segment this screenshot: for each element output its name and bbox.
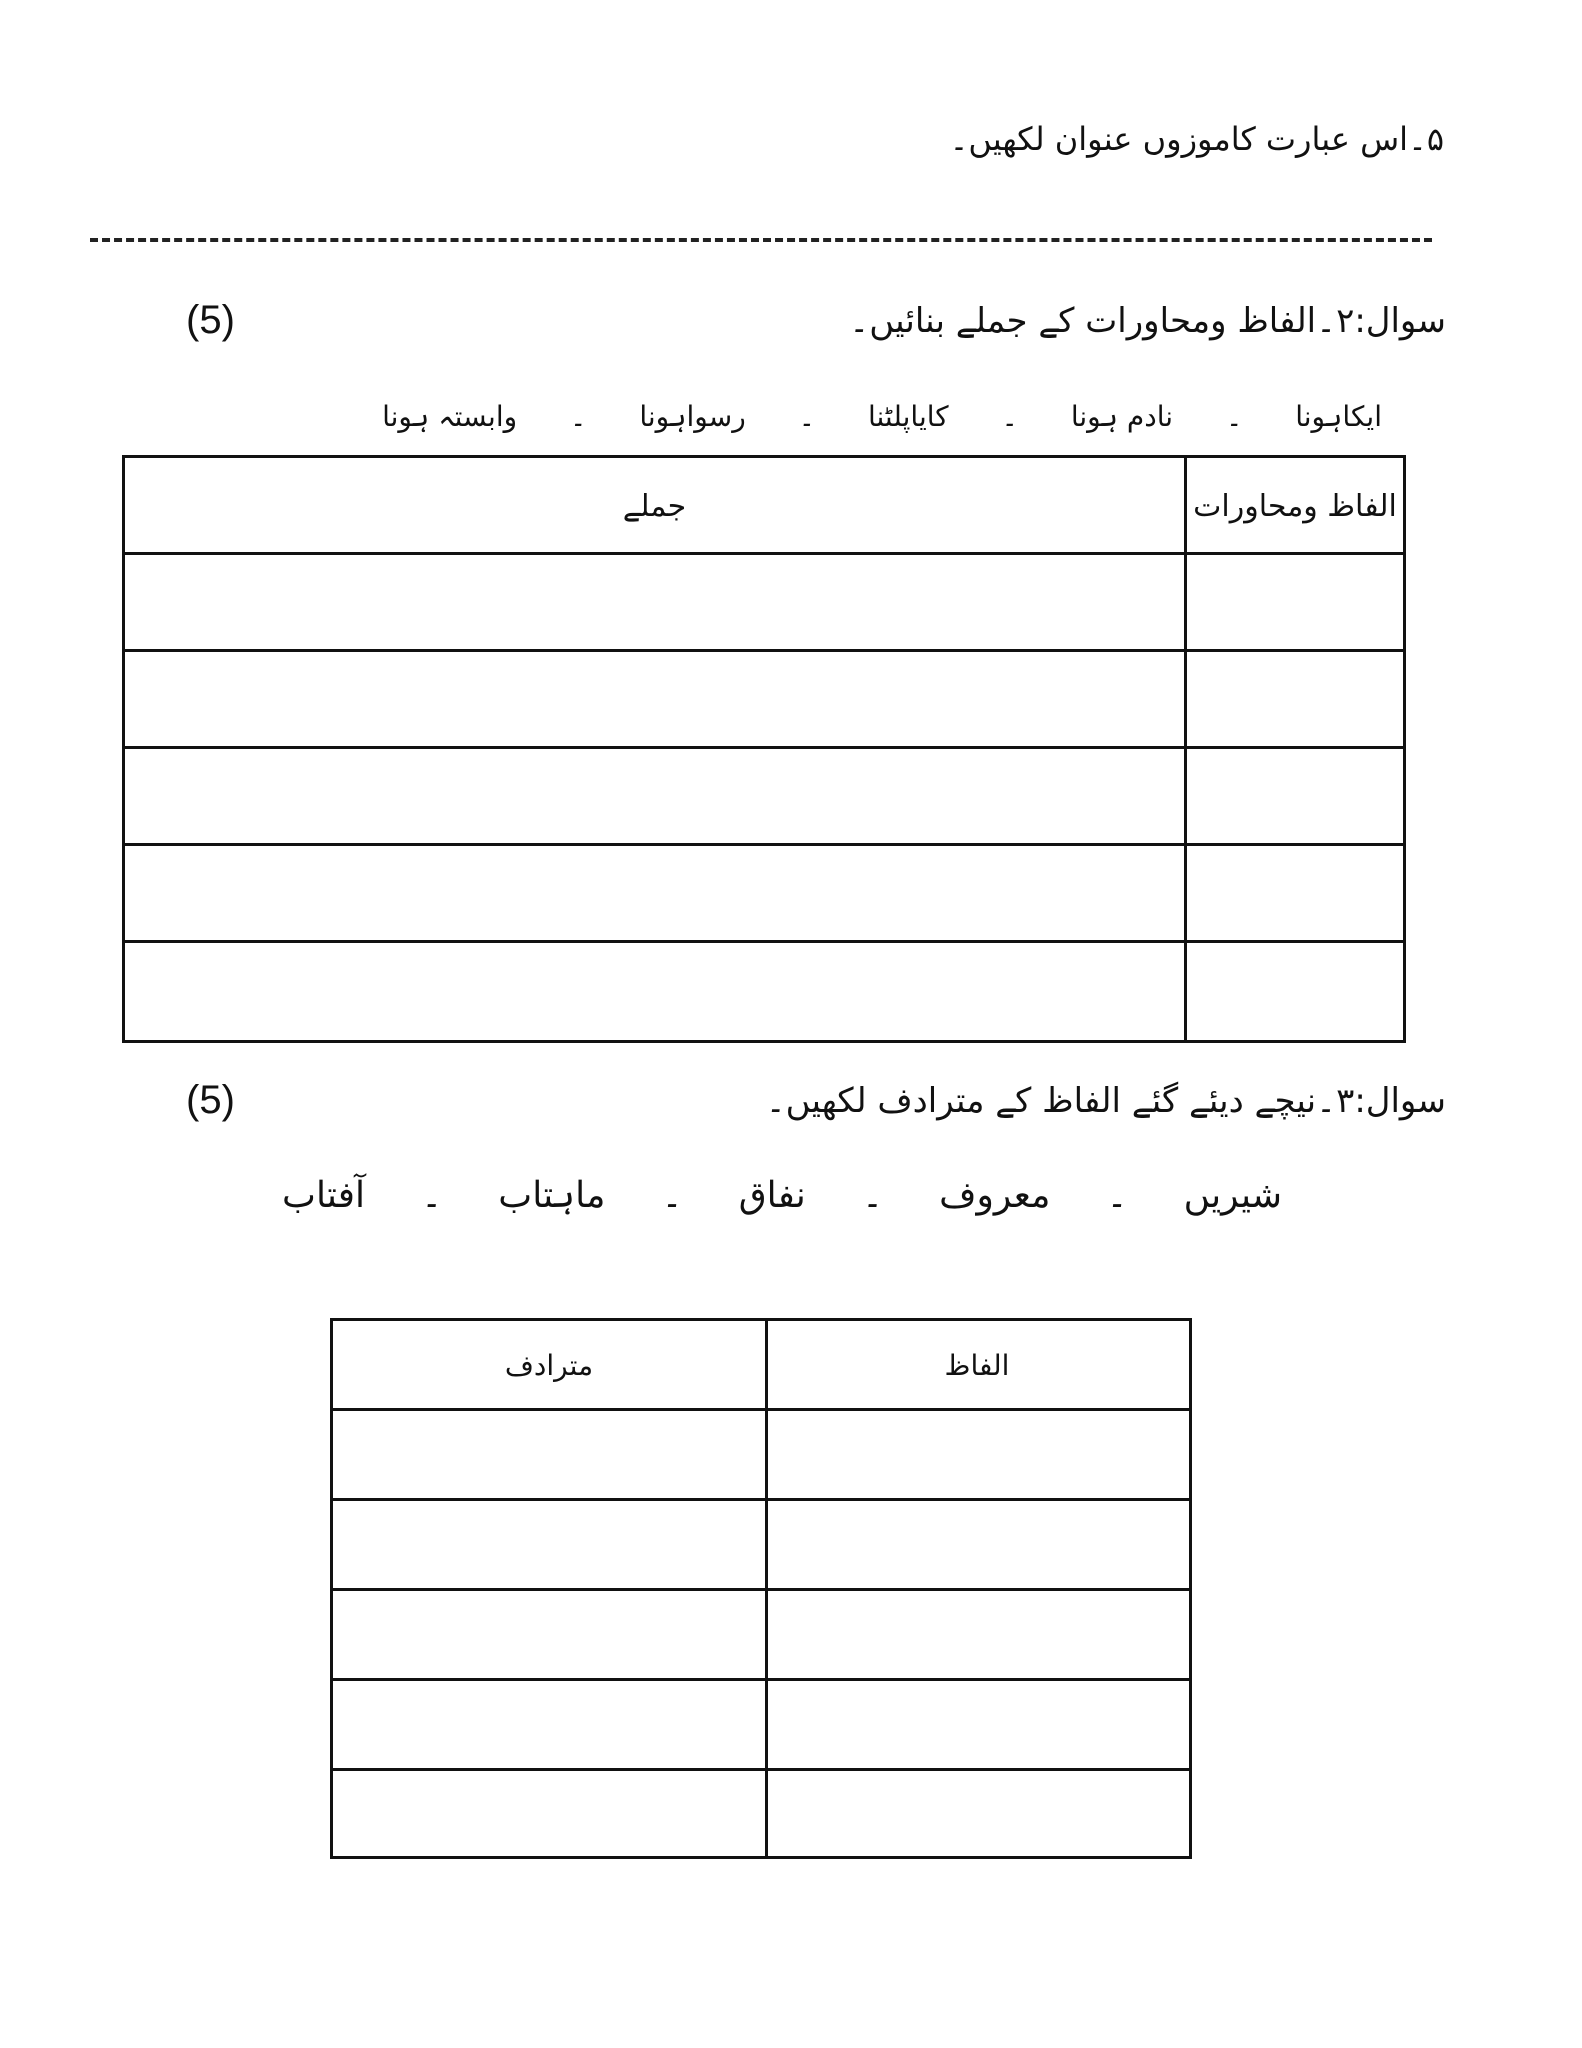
word-item: ماہتاب	[498, 1175, 606, 1216]
table-row[interactable]	[333, 1591, 1189, 1681]
header-words: الفاظ	[944, 1349, 1010, 1382]
question-3-heading: سوال:۳۔نیچے دیئے گئے الفاظ کے مترادف لکھیں۔	[765, 1081, 1446, 1121]
table-header-row	[333, 1321, 1189, 1411]
question-3-table	[330, 1318, 1192, 1859]
word-separator: ۔	[1001, 400, 1018, 433]
table-row[interactable]	[125, 555, 1403, 652]
word-item: شیریں	[1183, 1175, 1282, 1216]
question-2-table	[122, 455, 1406, 1043]
word-item: وابستہ ہونا	[382, 400, 518, 433]
word-separator: ۔	[570, 400, 587, 433]
header-synonyms: مترادف	[504, 1349, 594, 1382]
question-3-word-list	[282, 1175, 1282, 1216]
table-row[interactable]	[333, 1681, 1189, 1771]
table-row[interactable]	[333, 1771, 1189, 1861]
word-separator: ۔	[1106, 1175, 1128, 1216]
word-separator: ۔	[421, 1175, 443, 1216]
word-item: ایکاہونا	[1295, 400, 1382, 433]
table-row[interactable]	[125, 749, 1403, 846]
word-item: نادم ہونا	[1070, 400, 1174, 433]
question-2-heading: سوال:۲۔الفاظ ومحاورات کے جملے بنائیں۔	[849, 301, 1446, 341]
word-separator: ۔	[861, 1175, 884, 1216]
question-2-marks: (5)	[186, 298, 235, 342]
header-words-idioms: الفاظ ومحاورات	[1193, 489, 1397, 524]
dashed-separator	[90, 238, 1432, 242]
question-5-instruction: ۵۔اس عبارت کاموزوں عنوان لکھیں۔	[949, 120, 1444, 158]
word-separator: ۔	[1225, 400, 1243, 433]
table-row[interactable]	[333, 1411, 1189, 1501]
word-item: معروف	[939, 1175, 1051, 1216]
word-item: آفتاب	[282, 1175, 365, 1216]
table-row[interactable]	[125, 943, 1403, 1040]
table-header-row	[125, 458, 1403, 555]
table-row[interactable]	[333, 1501, 1189, 1591]
table-row[interactable]	[125, 846, 1403, 943]
word-separator: ۔	[798, 400, 816, 433]
word-separator: ۔	[661, 1175, 683, 1216]
question-2-word-list	[382, 400, 1382, 433]
word-item: کایاپلٹنا	[867, 400, 949, 433]
word-item: نفاق	[738, 1175, 806, 1216]
header-sentences: جملے	[622, 489, 687, 524]
table-row[interactable]	[125, 652, 1403, 749]
question-3-marks: (5)	[186, 1078, 235, 1122]
word-item: رسواہونا	[639, 400, 746, 433]
